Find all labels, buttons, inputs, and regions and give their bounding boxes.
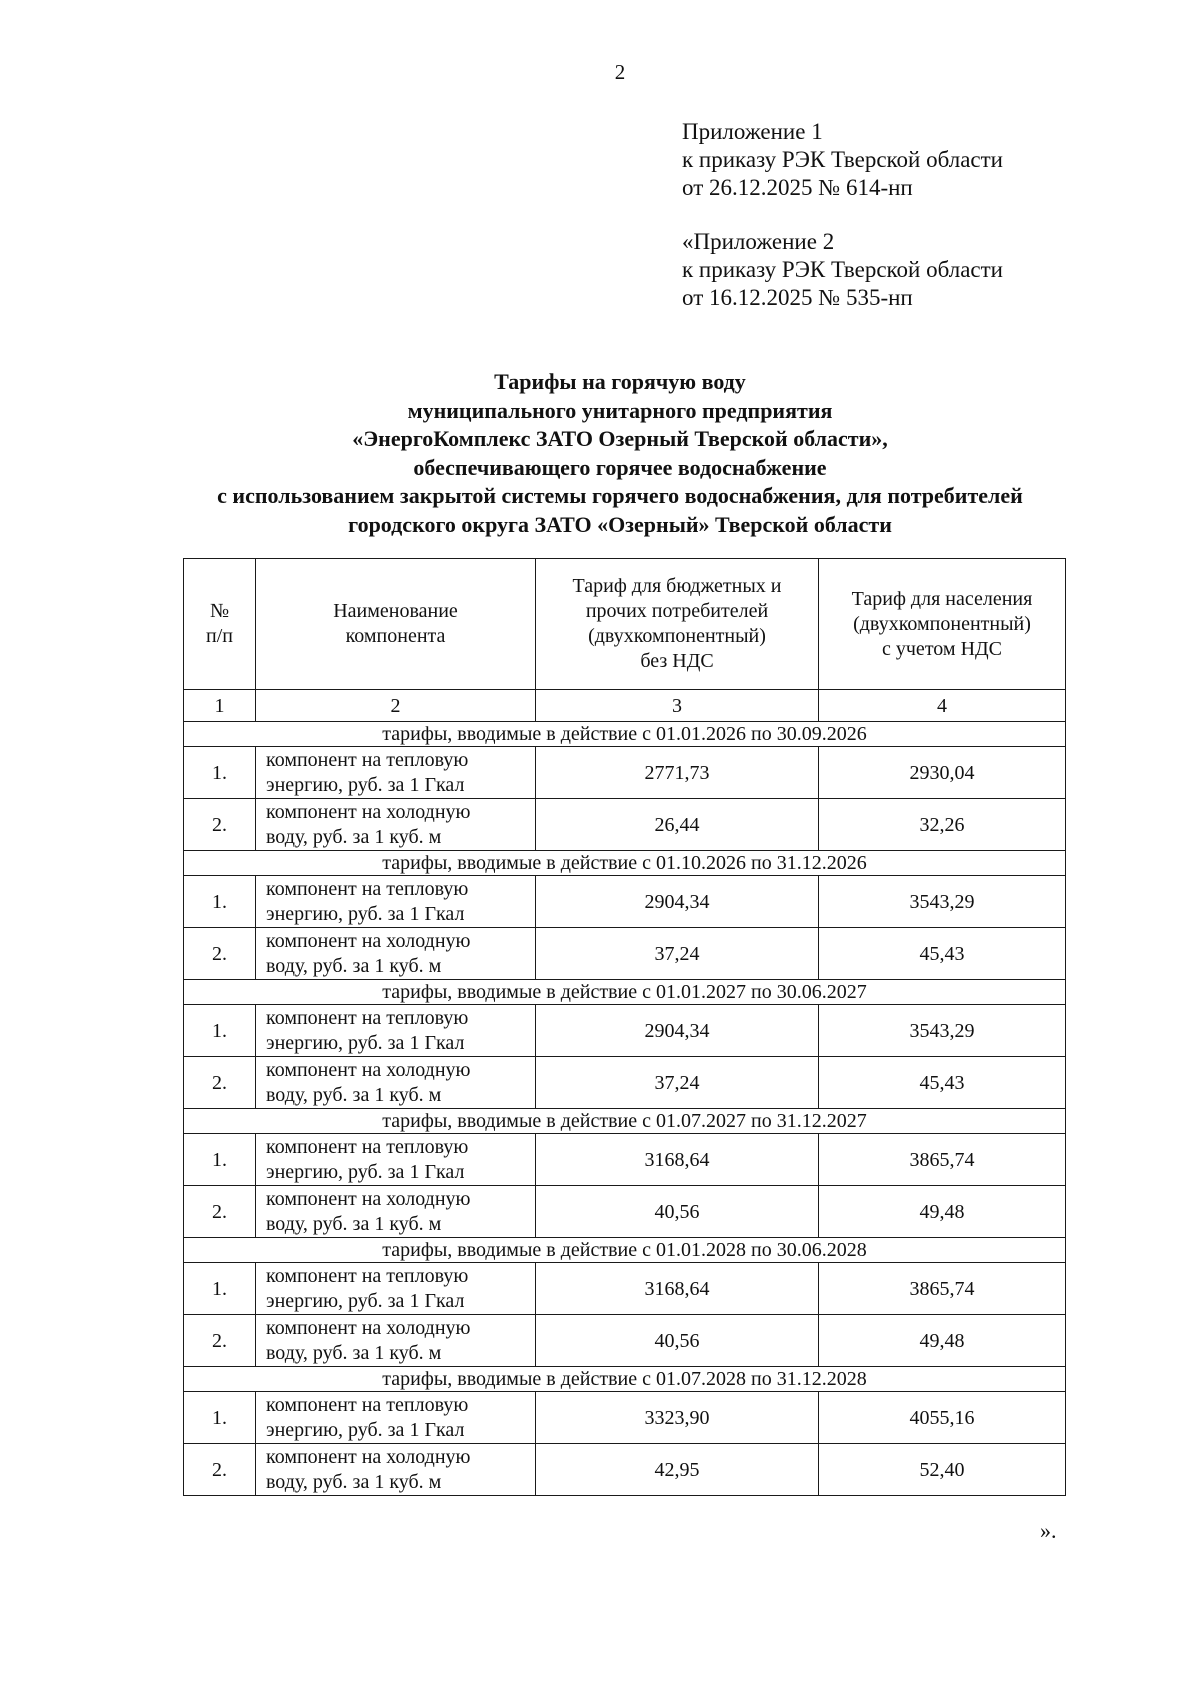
- period-row: [184, 1238, 1066, 1263]
- population-tariff-value: 45,43: [819, 928, 1066, 980]
- population-tariff-value: 3865,74: [819, 1263, 1066, 1315]
- table-row: [184, 1392, 1066, 1444]
- table-row: [184, 1005, 1066, 1057]
- column-number: 3: [536, 690, 819, 722]
- population-tariff-value: 52,40: [819, 1444, 1066, 1496]
- column-number: 4: [819, 690, 1066, 722]
- population-tariff-value: 49,48: [819, 1186, 1066, 1238]
- column-number: 1: [184, 690, 256, 722]
- row-number: 2.: [184, 1444, 256, 1496]
- budget-tariff-value: 40,56: [536, 1315, 819, 1367]
- period-label: тарифы, вводимые в действие с 01.01.2027 по 30.06.2027: [184, 980, 1066, 1005]
- period-row: [184, 980, 1066, 1005]
- column-number: 2: [256, 690, 536, 722]
- period-label: тарифы, вводимые в действие с 01.10.2026 по 31.12.2026: [184, 851, 1066, 876]
- appendix-amended-line1: «Приложение 2: [682, 229, 835, 254]
- appendix-amended-line2: к приказу РЭК Тверской области: [682, 257, 1003, 282]
- budget-tariff-value: 37,24: [536, 928, 819, 980]
- row-number: 1.: [184, 1005, 256, 1057]
- tariffs-table-body: [184, 722, 1066, 1496]
- population-tariff-value: 45,43: [819, 1057, 1066, 1109]
- component-name: компонент на тепловую энергию, руб. за 1 Гкал: [256, 747, 536, 799]
- row-number: 2.: [184, 1315, 256, 1367]
- component-name: компонент на тепловую энергию, руб. за 1 Гкал: [256, 1392, 536, 1444]
- row-number: 1.: [184, 1134, 256, 1186]
- page-number: 2: [614, 60, 626, 84]
- title-line5: с использованием закрытой системы горячего водоснабжения, для потребителей: [217, 483, 1023, 509]
- component-name: компонент на холодную воду, руб. за 1 куб. м: [256, 1444, 536, 1496]
- population-tariff-value: 3543,29: [819, 876, 1066, 928]
- title-line1: Тарифы на горячую воду: [494, 369, 746, 394]
- table-row: [184, 1315, 1066, 1367]
- period-label: тарифы, вводимые в действие с 01.07.2027 по 31.12.2027: [184, 1109, 1066, 1134]
- component-name: компонент на холодную воду, руб. за 1 куб. м: [256, 1315, 536, 1367]
- budget-tariff-value: 2771,73: [536, 747, 819, 799]
- component-name: компонент на холодную воду, руб. за 1 куб. м: [256, 928, 536, 980]
- budget-tariff-value: 37,24: [536, 1057, 819, 1109]
- population-tariff-value: 3543,29: [819, 1005, 1066, 1057]
- period-row: [184, 1109, 1066, 1134]
- title-line4: обеспечивающего горячее водоснабжение: [413, 454, 827, 480]
- component-name: компонент на холодную воду, руб. за 1 куб. м: [256, 1057, 536, 1109]
- component-name: компонент на холодную воду, руб. за 1 куб. м: [256, 799, 536, 851]
- title-line2: муниципального унитарного предприятия: [407, 397, 833, 423]
- table-row: [184, 928, 1066, 980]
- component-name: компонент на холодную воду, руб. за 1 куб. м: [256, 1186, 536, 1238]
- budget-tariff-value: 3323,90: [536, 1392, 819, 1444]
- appendix-current-reference: [682, 118, 1003, 202]
- period-row: [184, 722, 1066, 747]
- closing-quote: ».: [1040, 1518, 1057, 1543]
- component-name: компонент на тепловую энергию, руб. за 1 Гкал: [256, 876, 536, 928]
- header-component-name: Наименование компонента: [256, 559, 536, 690]
- budget-tariff-value: 3168,64: [536, 1263, 819, 1315]
- row-number: 2.: [184, 799, 256, 851]
- column-numbers-row: [184, 690, 1066, 722]
- table-row: [184, 1186, 1066, 1238]
- title-line3: «ЭнергоКомплекс ЗАТО Озерный Тверской области»,: [352, 426, 888, 452]
- period-row: [184, 1367, 1066, 1392]
- component-name: компонент на тепловую энергию, руб. за 1 Гкал: [256, 1005, 536, 1057]
- budget-tariff-value: 3168,64: [536, 1134, 819, 1186]
- appendix-amended-line3: от 16.12.2025 № 535-нп: [682, 285, 913, 310]
- appendix-amended-reference: [682, 228, 1003, 312]
- document-title: [100, 368, 1140, 540]
- population-tariff-value: 4055,16: [819, 1392, 1066, 1444]
- row-number: 1.: [184, 1263, 256, 1315]
- appendix-current-line1: Приложение 1: [682, 119, 823, 144]
- period-label: тарифы, вводимые в действие с 01.07.2028 по 31.12.2028: [184, 1367, 1066, 1392]
- period-row: [184, 851, 1066, 876]
- appendix-current-line3: от 26.12.2025 № 614-нп: [682, 175, 913, 200]
- tariffs-table: [183, 558, 1066, 1496]
- table-row: [184, 876, 1066, 928]
- table-row: [184, 799, 1066, 851]
- table-row: [184, 1057, 1066, 1109]
- period-label: тарифы, вводимые в действие с 01.01.2026 по 30.09.2026: [184, 722, 1066, 747]
- row-number: 2.: [184, 1057, 256, 1109]
- population-tariff-value: 49,48: [819, 1315, 1066, 1367]
- budget-tariff-value: 40,56: [536, 1186, 819, 1238]
- row-number: 1.: [184, 876, 256, 928]
- population-tariff-value: 2930,04: [819, 747, 1066, 799]
- row-number: 1.: [184, 747, 256, 799]
- table-row: [184, 1444, 1066, 1496]
- title-line6: городского округа ЗАТО «Озерный» Тверской области: [348, 511, 892, 537]
- period-label: тарифы, вводимые в действие с 01.01.2028 по 30.06.2028: [184, 1238, 1066, 1263]
- row-number: 2.: [184, 1186, 256, 1238]
- table-row: [184, 1134, 1066, 1186]
- table-row: [184, 747, 1066, 799]
- table-row: [184, 1263, 1066, 1315]
- population-tariff-value: 3865,74: [819, 1134, 1066, 1186]
- population-tariff-value: 32,26: [819, 799, 1066, 851]
- budget-tariff-value: 42,95: [536, 1444, 819, 1496]
- row-number: 1.: [184, 1392, 256, 1444]
- row-number: 2.: [184, 928, 256, 980]
- component-name: компонент на тепловую энергию, руб. за 1 Гкал: [256, 1263, 536, 1315]
- component-name: компонент на тепловую энергию, руб. за 1 Гкал: [256, 1134, 536, 1186]
- header-population-tariff: Тариф для населения (двухкомпонентный) с учетом НДС: [819, 559, 1066, 690]
- table-header-row: [184, 559, 1066, 690]
- appendix-current-line2: к приказу РЭК Тверской области: [682, 147, 1003, 172]
- budget-tariff-value: 26,44: [536, 799, 819, 851]
- header-budget-tariff: Тариф для бюджетных и прочих потребителей (двухкомпонентный) без НДС: [536, 559, 819, 690]
- budget-tariff-value: 2904,34: [536, 876, 819, 928]
- budget-tariff-value: 2904,34: [536, 1005, 819, 1057]
- header-number: № п/п: [184, 559, 256, 690]
